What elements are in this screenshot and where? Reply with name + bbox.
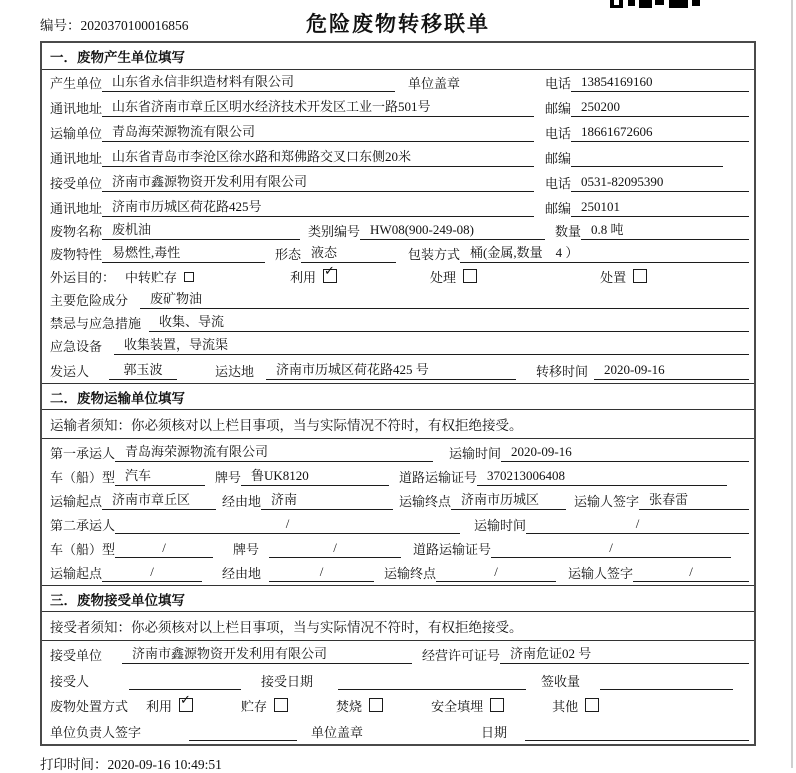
row-first-route xyxy=(42,489,754,513)
quantity-label: 数量 xyxy=(555,224,582,239)
print-time xyxy=(40,753,796,773)
transport-time-label: 运输时间 xyxy=(449,446,502,461)
option-label: 处置 xyxy=(600,270,627,285)
second-origin-value: / xyxy=(102,564,202,582)
emergency-equipment-label: 应急设备 xyxy=(50,339,103,354)
row-transporter-address xyxy=(42,145,754,170)
transport-end-label: 运输终点 xyxy=(399,494,452,509)
row-transfer-purpose xyxy=(42,266,754,289)
head-signature-value xyxy=(189,739,297,741)
address-label: 通讯地址 xyxy=(50,101,103,116)
first-origin-value: 济南市章丘区 xyxy=(102,489,216,510)
generator-phone-value: 13854169160 xyxy=(571,74,749,92)
receiver-notice: 接受者须知：你必须核对以上栏目事项，当与实际情况不符时，有权拒绝接受。 xyxy=(42,612,754,641)
date-label: 日期 xyxy=(481,725,508,740)
transfer-date-label: 转移时间 xyxy=(535,364,588,379)
generator-zip-value: 250200 xyxy=(571,99,749,117)
qr-code-fragment xyxy=(610,0,700,9)
address-label: 通讯地址 xyxy=(50,201,103,216)
checkbox-icon xyxy=(633,269,647,283)
section3-header: 三．废物接受单位填写 xyxy=(42,585,754,612)
waste-character-label: 废物特性 xyxy=(50,247,103,262)
row-receiver-person xyxy=(42,667,754,693)
row-disposal-method xyxy=(42,693,754,718)
waste-code-label: 类别编号 xyxy=(308,224,361,239)
unit-seal-label: 单位盖章 xyxy=(408,76,461,91)
road-permit-label: 道路运输证号 xyxy=(399,470,478,485)
transporter-unit-value: 青岛海荣源物流有限公司 xyxy=(102,121,534,142)
emergency-measures-value: 收集、导流 xyxy=(149,311,749,332)
checkbox-icon xyxy=(490,698,504,712)
first-carrier-label: 第一承运人 xyxy=(50,446,116,461)
shipper-value: 郭玉波 xyxy=(109,359,177,380)
waste-code-value: HW08(900-249-08) xyxy=(360,222,545,240)
purpose-option-utilize xyxy=(290,264,337,286)
first-transport-time-value: 2020-09-16 xyxy=(501,444,749,462)
generator-unit-label: 产生单位 xyxy=(50,76,103,91)
window-edge-line xyxy=(791,0,793,768)
form-state-value: 液态 xyxy=(301,242,396,263)
row-shipper xyxy=(42,358,754,383)
carrier-sign-label: 运输人签字 xyxy=(568,566,634,581)
row-second-vehicle xyxy=(42,537,754,561)
row-second-route xyxy=(42,561,754,585)
transporter-phone-value: 18661672606 xyxy=(571,124,749,142)
phone-label: 电话 xyxy=(544,176,571,191)
via-label: 经由地 xyxy=(222,494,262,509)
receiver-unit-value: 济南市鑫源物资开发利用有限公司 xyxy=(102,171,534,192)
waste-character-value: 易燃性,毒性 xyxy=(102,242,265,263)
transporter-unit-label: 运输单位 xyxy=(50,126,103,141)
first-road-permit-value: 370213006408 xyxy=(477,468,727,486)
page-header xyxy=(0,0,796,40)
receiver-person-value xyxy=(129,688,241,690)
row-emergency-measures xyxy=(42,312,754,335)
row-first-carrier xyxy=(42,439,754,465)
unit-seal-label: 单位盖章 xyxy=(311,725,364,740)
option-label: 中转贮存 xyxy=(125,270,178,285)
checkbox-icon xyxy=(274,698,288,712)
waste-name-value: 废机油 xyxy=(102,219,300,240)
receiver-unit-label: 接受单位 xyxy=(50,176,103,191)
generator-unit-value: 山东省永信非织造材料有限公司 xyxy=(102,71,395,92)
carrier-sign-label: 运输人签字 xyxy=(574,494,640,509)
first-carrier-value: 青岛海荣源物流有限公司 xyxy=(115,441,433,462)
serial-number xyxy=(40,14,189,34)
road-permit-label: 道路运输证号 xyxy=(413,542,492,557)
option-label: 焚烧 xyxy=(336,699,363,714)
row-receiving-unit xyxy=(42,641,754,667)
row-head-signature xyxy=(42,718,754,744)
shipper-label: 发运人 xyxy=(50,364,90,379)
transport-origin-label: 运输起点 xyxy=(50,494,103,509)
row-first-vehicle xyxy=(42,465,754,489)
second-carrier-label: 第二承运人 xyxy=(50,518,116,533)
second-carrier-value: / xyxy=(115,516,460,534)
plate-number-label: 牌号 xyxy=(233,542,260,557)
first-end-value: 济南市历城区 xyxy=(451,489,566,510)
transfer-purpose-label: 外运目的： xyxy=(50,270,116,285)
second-vehicle-value: / xyxy=(115,540,213,558)
page-title: 危险废物转移联单 xyxy=(306,13,490,36)
checkbox-icon xyxy=(369,698,383,712)
transporter-notice: 运输者须知：你必须核对以上栏目事项，当与实际情况不符时，有权拒绝接受。 xyxy=(42,410,754,439)
address-label: 通讯地址 xyxy=(50,151,103,166)
option-label: 利用 xyxy=(146,699,173,714)
receiver-zip-value: 250101 xyxy=(571,199,749,217)
emergency-equipment-value: 收集装置，导流渠 xyxy=(114,334,749,355)
first-vehicle-value: 汽车 xyxy=(115,465,205,486)
manifest-form xyxy=(40,41,756,746)
first-via-value: 济南 xyxy=(261,489,393,510)
receiver-person-label: 接受人 xyxy=(50,674,90,689)
second-plate-value: / xyxy=(269,540,401,558)
receiving-unit-value: 济南市鑫源物资开发利用有限公司 xyxy=(122,643,412,664)
second-transport-time-value: / xyxy=(526,516,749,534)
quantity-value: 0.8 吨 xyxy=(581,219,749,240)
transporter-zip-value xyxy=(571,165,723,167)
serial-value: 2020370100016856 xyxy=(80,18,189,33)
row-generator-unit xyxy=(42,70,754,95)
via-label: 经由地 xyxy=(222,566,262,581)
option-label: 其他 xyxy=(552,699,579,714)
destination-value: 济南市历城区荷花路425 号 xyxy=(266,359,516,380)
receiving-unit-label: 接受单位 xyxy=(50,648,103,663)
purpose-option-treat xyxy=(430,267,477,286)
option-label: 处理 xyxy=(430,270,457,285)
zip-label: 邮编 xyxy=(544,151,571,166)
license-number-value: 济南危证02 号 xyxy=(500,643,749,664)
disposal-option-other xyxy=(552,696,599,715)
checkmark-icon: ✓ xyxy=(180,693,191,708)
hazard-component-value: 废矿物油 xyxy=(140,288,749,309)
purpose-option-storage xyxy=(125,267,194,286)
checkbox-icon xyxy=(184,272,194,282)
print-time-value: 2020-09-16 10:49:51 xyxy=(107,757,222,772)
row-receiver-unit xyxy=(42,170,754,195)
received-quantity-value xyxy=(600,688,733,690)
option-label: 安全填埋 xyxy=(431,699,484,714)
first-plate-value: 鲁UK8120 xyxy=(241,465,389,486)
second-road-permit-value: / xyxy=(491,540,731,558)
transport-origin-label: 运输起点 xyxy=(50,566,103,581)
transfer-date-value: 2020-09-16 xyxy=(594,362,749,380)
transporter-address-value: 山东省青岛市李沧区徐水路和郑佛路交叉口东侧20米 xyxy=(102,146,534,167)
license-number-label: 经营许可证号 xyxy=(422,648,501,663)
purpose-option-dispose xyxy=(600,267,647,286)
row-receiver-address xyxy=(42,195,754,220)
form-state-label: 形态 xyxy=(275,247,302,262)
hazard-component-label: 主要危险成分 xyxy=(50,293,129,308)
option-label: 贮存 xyxy=(241,699,268,714)
option-label: 利用 xyxy=(290,270,317,285)
checkbox-icon xyxy=(179,693,193,712)
second-via-value: / xyxy=(269,564,374,582)
vehicle-type-label: 车（船）型 xyxy=(50,542,116,557)
disposal-option-storage xyxy=(241,696,288,715)
zip-label: 邮编 xyxy=(544,201,571,216)
row-second-carrier xyxy=(42,513,754,537)
second-end-value: / xyxy=(436,564,556,582)
transport-time-label: 运输时间 xyxy=(474,518,527,533)
phone-label: 电话 xyxy=(544,76,571,91)
receive-date-value xyxy=(338,688,526,690)
section1-header: 一．废物产生单位填写 xyxy=(42,43,754,70)
phone-label: 电话 xyxy=(544,126,571,141)
row-transporter-unit xyxy=(42,120,754,145)
zip-label: 邮编 xyxy=(544,101,571,116)
checkbox-icon xyxy=(463,269,477,283)
row-waste-name xyxy=(42,220,754,243)
print-time-label: 打印时间： xyxy=(40,757,108,772)
destination-label: 运达地 xyxy=(215,364,255,379)
first-carrier-sign-value: 张春雷 xyxy=(639,489,749,510)
serial-label: 编号： xyxy=(40,18,81,33)
checkbox-icon xyxy=(323,264,337,283)
packing-value: 桶(金属,数量 4 ） xyxy=(460,242,749,263)
row-waste-character xyxy=(42,243,754,266)
transport-end-label: 运输终点 xyxy=(384,566,437,581)
section2-header: 二．废物运输单位填写 xyxy=(42,383,754,410)
plate-number-label: 牌号 xyxy=(215,470,242,485)
receive-date-label: 接受日期 xyxy=(261,674,314,689)
date-value xyxy=(525,739,749,741)
row-generator-address xyxy=(42,95,754,120)
waste-name-label: 废物名称 xyxy=(50,224,103,239)
emergency-measures-label: 禁忌与应急措施 xyxy=(50,316,142,331)
disposal-option-utilize xyxy=(146,693,193,715)
disposal-option-landfill xyxy=(431,696,504,715)
row-hazard-component xyxy=(42,289,754,312)
checkbox-icon xyxy=(585,698,599,712)
vehicle-type-label: 车（船）型 xyxy=(50,470,116,485)
row-emergency-equipment xyxy=(42,335,754,358)
generator-address-value: 山东省济南市章丘区明水经济技术开发区工业一路501号 xyxy=(102,96,534,117)
packing-label: 包装方式 xyxy=(408,247,461,262)
disposal-option-incinerate xyxy=(336,696,383,715)
checkmark-icon: ✓ xyxy=(324,264,335,279)
second-carrier-sign-value: / xyxy=(633,564,749,582)
disposal-method-label: 废物处置方式 xyxy=(50,699,129,714)
receiver-phone-value: 0531-82095390 xyxy=(571,174,749,192)
receiver-address-value: 济南市历城区荷花路425号 xyxy=(102,196,534,217)
head-signature-label: 单位负责人签字 xyxy=(50,725,142,740)
received-quantity-label: 签收量 xyxy=(541,674,581,689)
